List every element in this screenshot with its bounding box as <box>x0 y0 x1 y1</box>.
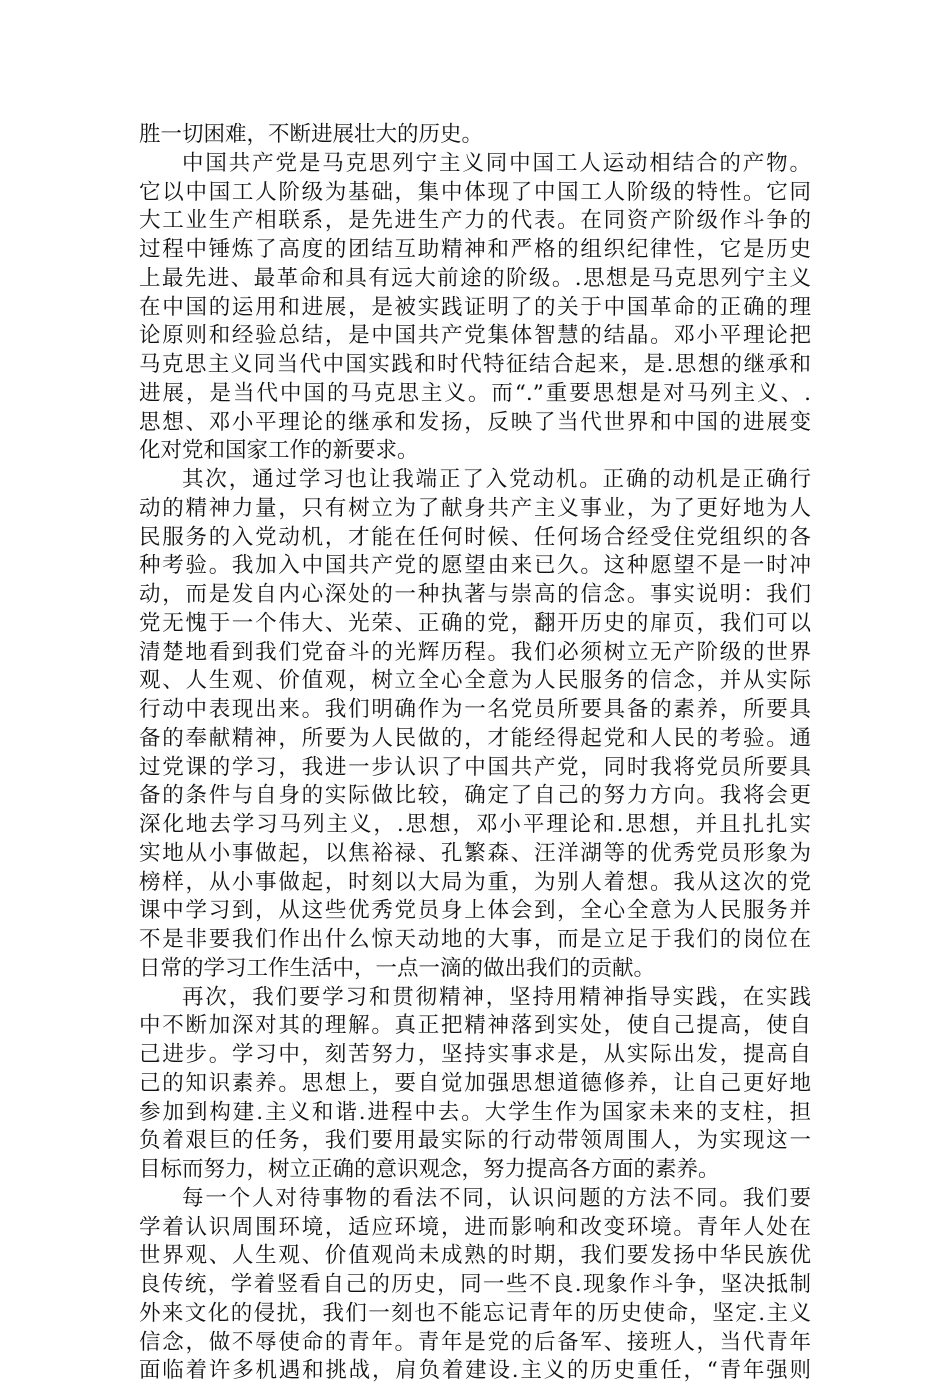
text-line: 备的奉献精神，所要为人民做的，才能经得起党和人民的考验。通 <box>139 725 811 751</box>
text-line: 中国共产党是马克思列宁主义同中国工人运动相结合的产物。 <box>182 150 811 176</box>
text-line: 参加到构建.主义和谐.进程中去。大学生作为国家未来的支柱，担 <box>139 1099 811 1125</box>
text-line: 清楚地看到我们党奋斗的光辉历程。我们必须树立无产阶级的世界 <box>139 639 811 665</box>
text-line: 世界观、人生观、价值观尚未成熟的时期，我们要发扬中华民族优 <box>139 1243 811 1269</box>
text-line: 不是非要我们作出什么惊天动地的大事，而是立足于我们的岗位在 <box>139 927 811 952</box>
text-line: 己进步。学习中，刻苦努力，坚持实事求是，从实际出发，提高自 <box>139 1042 811 1067</box>
text-line: 观、人生观、价值观，树立全心全意为人民服务的信念，并从实际 <box>139 668 811 694</box>
text-line: 在中国的运用和进展，是被实践证明了的关于中国革命的正确的理 <box>139 294 811 320</box>
text-line: 论原则和经验总结，是中国共产党集体智慧的结晶。邓小平理论把 <box>139 323 811 349</box>
paragraph <box>139 984 811 1185</box>
paragraph <box>139 466 811 984</box>
text-line: 实地从小事做起，以焦裕禄、孔繁森、汪洋湖等的优秀党员形象为 <box>139 840 811 866</box>
text-line: 过程中锤炼了高度的团结互助精神和严格的组织纪律性，它是历史 <box>139 237 811 262</box>
text-line: 每一个人对待事物的看法不同，认识问题的方法不同。我们要 <box>182 1185 811 1211</box>
text-line: 行动中表现出来。我们明确作为一名党员所要具备的素养，所要具 <box>139 697 811 722</box>
paragraph <box>139 121 811 150</box>
text-line: 上最先进、最革命和具有远大前途的阶级。.思想是马克思列宁主义 <box>139 265 811 291</box>
paragraph <box>139 150 811 466</box>
text-line: 民服务的入党动机，才能在任何时候、任何场合经受住党组织的各 <box>139 524 811 550</box>
text-line: 大工业生产相联系，是先进生产力的代表。在同资产阶级作斗争的 <box>139 208 811 234</box>
text-line: 进展，是当代中国的马克思主义。而“.”重要思想是对马列主义、. <box>139 380 811 406</box>
text-line: 再次，我们要学习和贯彻精神，坚持用精神指导实践，在实践 <box>182 984 811 1010</box>
text-line: 信念，做不辱使命的青年。青年是党的后备军、接班人，当代青年 <box>139 1329 811 1355</box>
text-line: 种考验。我加入中国共产党的愿望由来已久。这种愿望不是一时冲 <box>139 553 811 579</box>
text-line: 良传统，学着竖看自己的历史，同一些不良.现象作斗争，坚决抵制 <box>139 1272 811 1297</box>
text-line: 过党课的学习，我进一步认识了中国共产党，同时我将党员所要具 <box>139 754 811 780</box>
text-line: 负着艰巨的任务，我们要用最实际的行动带领周围人，为实现这一 <box>139 1128 811 1154</box>
text-line: 动，而是发自内心深处的一种执著与崇高的信念。事实说明：我们 <box>139 582 811 607</box>
text-line: 面临着许多机遇和挑战，肩负着建设.主义的历史重任，“青年强则 <box>139 1358 811 1384</box>
text-line: 外来文化的侵扰，我们一刻也不能忘记青年的历史使命，坚定.主义 <box>139 1300 811 1326</box>
document-body <box>139 121 811 1386</box>
text-line: 中不断加深对其的理解。真正把精神落到实处，使自己提高，使自 <box>139 1013 811 1039</box>
text-line: 己的知识素养。思想上，要自觉加强思想道德修养，让自己更好地 <box>139 1070 811 1096</box>
text-line: 思想、邓小平理论的继承和发扬，反映了当代世界和中国的进展变 <box>139 409 811 435</box>
text-line: 榜样，从小事做起，时刻以大局为重，为别人着想。我从这次的党 <box>139 869 811 895</box>
text-line: 深化地去学习马列主义，.思想，邓小平理论和.思想，并且扎扎实 <box>139 812 811 837</box>
text-line: 其次，通过学习也让我端正了入党动机。正确的动机是正确行 <box>182 467 811 492</box>
text-line: 胜一切困难，不断进展壮大的历史。 <box>139 122 484 147</box>
text-line: 化对党和国家工作的新要求。 <box>139 438 419 464</box>
text-line: 党无愧于一个伟大、光荣、正确的党，翻开历史的扉页，我们可以 <box>139 610 811 636</box>
text-line: 它以中国工人阶级为基础，集中体现了中国工人阶级的特性。它同 <box>139 179 811 205</box>
text-line: 学着认识周围环境，适应环境，进而影响和改变环境。青年人处在 <box>139 1214 811 1240</box>
text-line: 马克思主义同当代中国实践和时代特征结合起来，是.思想的继承和 <box>139 352 811 377</box>
text-line: 目标而努力，树立正确的意识观念，努力提高各方面的素养。 <box>139 1157 720 1182</box>
text-line: 日常的学习工作生活中，一点一滴的做出我们的贡献。 <box>139 955 656 981</box>
text-line: 备的条件与自身的实际做比较，确定了自己的努力方向。我将会更 <box>139 783 811 809</box>
text-line: 动的精神力量，只有树立为了献身共产主义事业，为了更好地为人 <box>139 495 811 521</box>
text-line: 课中学习到，从这些优秀党员身上体会到，全心全意为人民服务并 <box>139 898 811 924</box>
paragraph <box>139 1185 811 1386</box>
